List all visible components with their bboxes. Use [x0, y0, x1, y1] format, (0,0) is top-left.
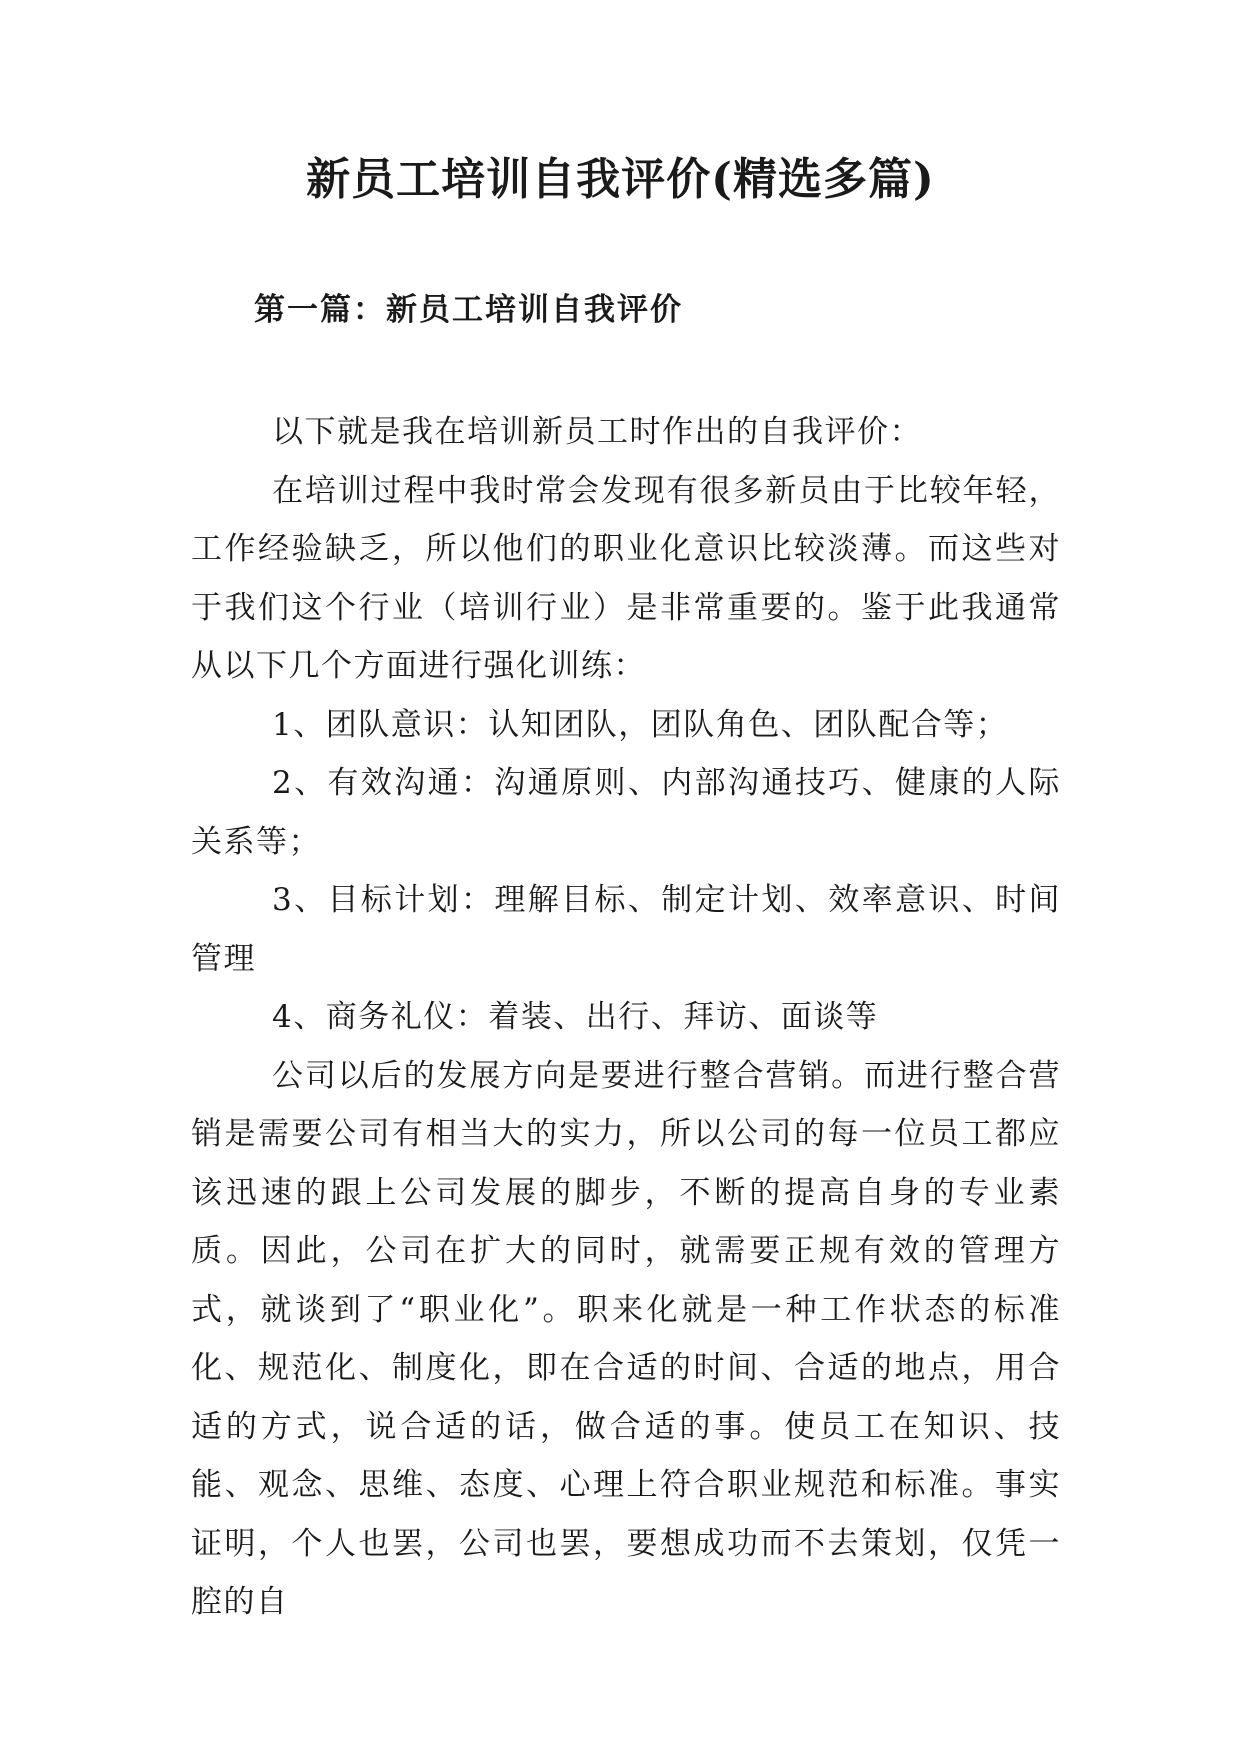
- paragraph-company-direction: 公司以后的发展方向是要进行整合营销。而进行整合营销是需要公司有相当大的实力，所以公司的每一位员工都应该迅速的跟上公司发展的脚步，不断的提高自身的专业素质。因此，公司在扩大的同时，就需要正规有效的管理方式，就谈到了“职业化”。职来化就是一种工作状态的标准化、规范化、制度化，即在合适的时间、合适的地点，用合适的方式，说合适的话，做合适的事。使员工在知识、技能、观念、思维、态度、心理上符合职业规范和标准。事实证明，个人也罢，公司也罢，要想成功而不去策划，仅凭一腔的自: [191, 1057, 1061, 1620]
- paragraph-intro: 以下就是我在培训新员工时作出的自我评价：: [272, 414, 922, 450]
- list-item-team-awareness: 1、团队意识：认知团队，团队角色、团队配合等；: [272, 706, 1009, 743]
- list-item-business-etiquette: 4、商务礼仪：着装、出行、拜访、面谈等: [272, 999, 879, 1035]
- section-heading: 第一篇：新员工培训自我评价: [254, 292, 683, 328]
- list-item-communication: 2、有效沟通：沟通原则、内部沟通技巧、健康的人际关系等；: [191, 765, 1061, 860]
- paragraph-background: 在培训过程中我时常会发现有很多新员由于比较年轻，工作经验缺乏，所以他们的职业化意识比较淡薄。而这些对于我们这个行业（培训行业）是非常重要的。鉴于此我通常从以下几个方面进行强化训练：: [191, 472, 1061, 684]
- document-body: [191, 403, 1061, 1632]
- document-title: 新员工培训自我评价(精选多篇): [306, 154, 935, 205]
- list-item-goal-planning: 3、目标计划：理解目标、制定计划、效率意识、时间管理: [191, 882, 1061, 977]
